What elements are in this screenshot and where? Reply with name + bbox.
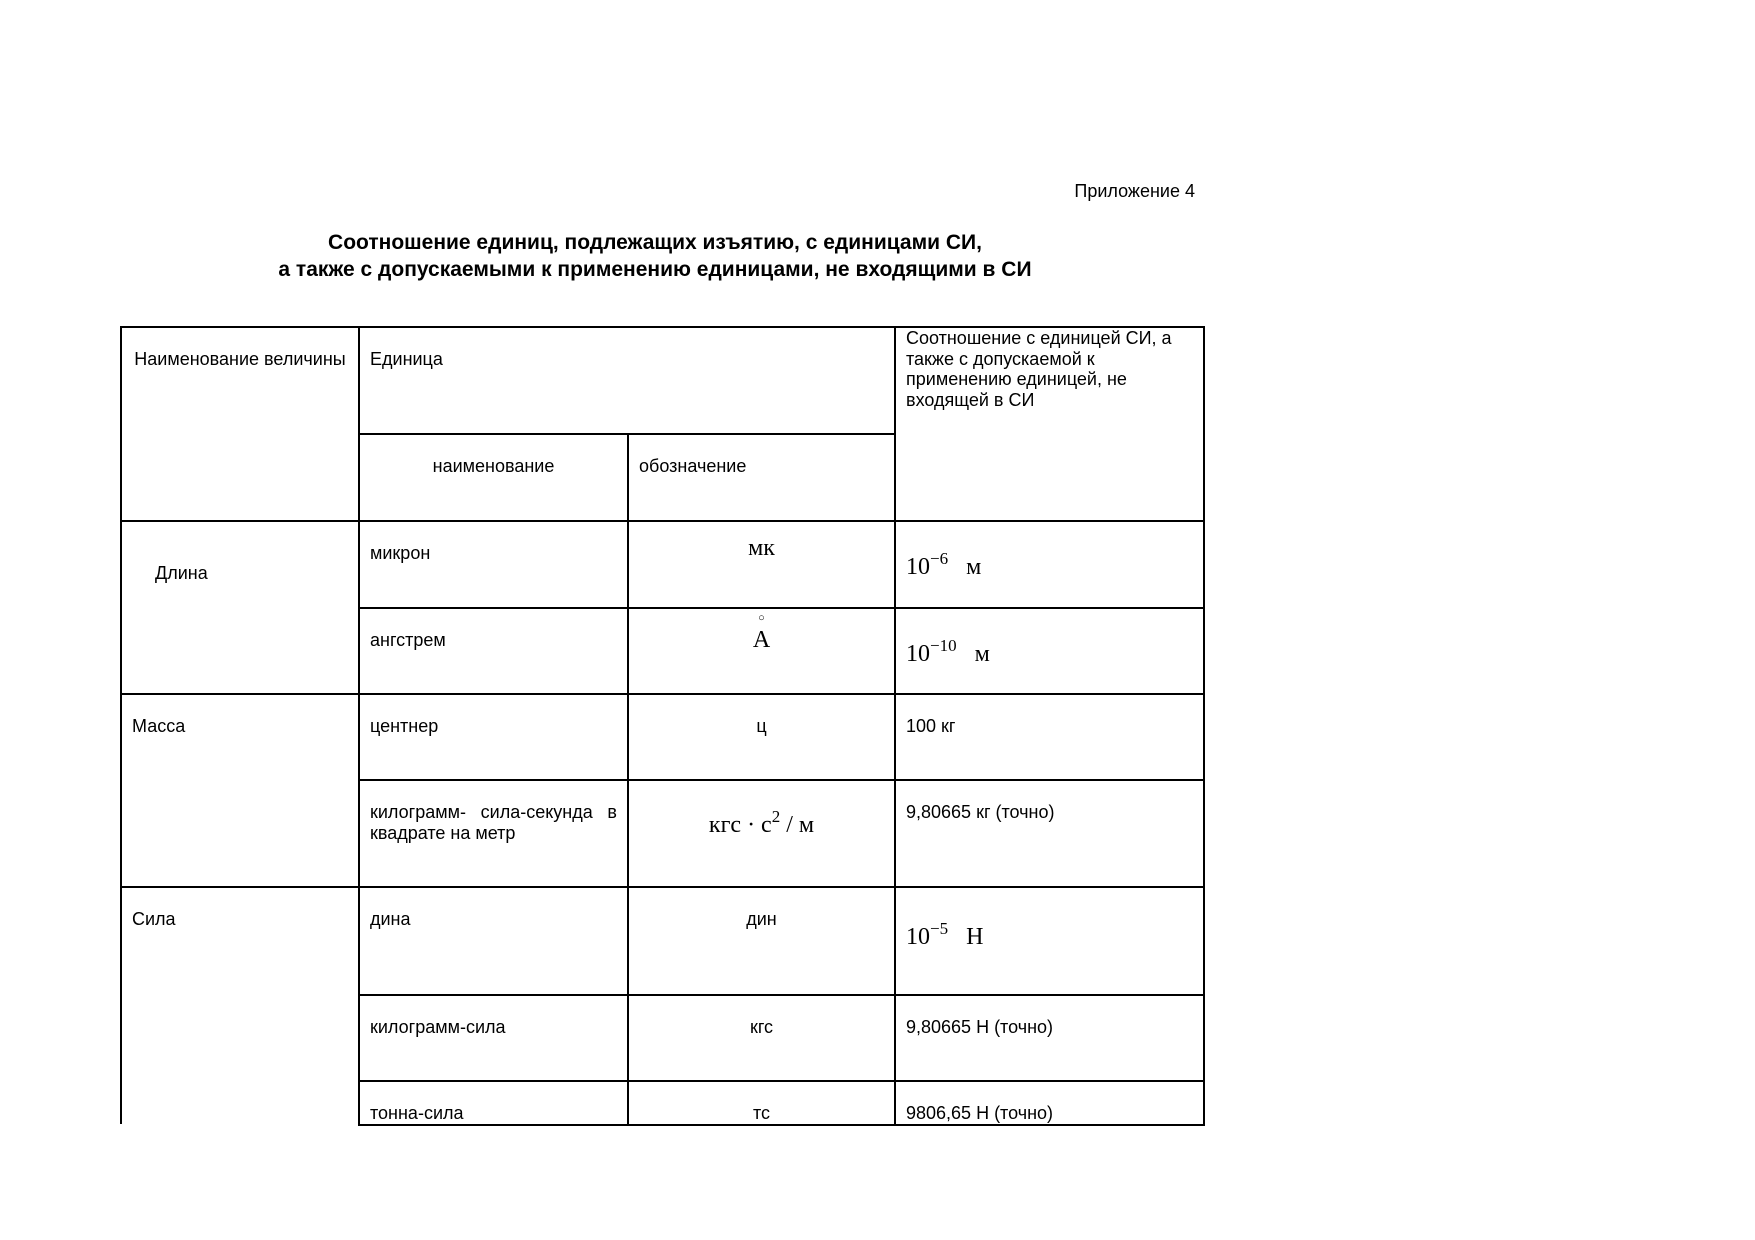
symbol-exponent: 2: [771, 807, 781, 826]
quantity-mass: Масса: [132, 716, 186, 736]
unit-symbol: дин: [746, 909, 777, 929]
unit-relation: [896, 637, 1203, 665]
angstrom-ring: ○: [758, 612, 765, 624]
unit-symbol: A: [752, 627, 771, 653]
relation-base: 10: [906, 924, 930, 950]
appendix-label: Приложение 4: [1074, 181, 1195, 201]
unit-symbol: тс: [752, 1103, 771, 1123]
relation-base: 10: [906, 641, 930, 667]
table-line: [358, 1080, 1204, 1082]
symbol-base: кгс · с: [708, 812, 772, 838]
unit-name: микрон: [370, 543, 431, 563]
unit-name: ангстрем: [370, 630, 446, 650]
document-title: [150, 229, 1160, 283]
unit-name: килограмм-сила: [370, 1017, 506, 1037]
header-symbol: обозначение: [639, 456, 747, 476]
title-line-1: Соотношение единиц, подлежащих изъятию, с единицами СИ,: [328, 231, 982, 254]
table-line: [120, 520, 1204, 522]
relation-unit: Н: [966, 924, 984, 950]
table-line: [358, 607, 1204, 609]
unit-symbol: мк: [748, 535, 775, 561]
unit-relation: [896, 920, 1203, 948]
unit-name: центнер: [370, 716, 439, 736]
unit-relation: [896, 550, 1203, 578]
table-line: [358, 779, 1204, 781]
relation-base: 10: [906, 554, 930, 580]
unit-name: килограмм- сила-секунда в квадрате на метр: [370, 802, 617, 843]
title-line-2: а также с допускаемыми к применению единицами, не входящими в СИ: [278, 258, 1032, 281]
unit-relation: 9,80665 кг (точно): [906, 802, 1055, 822]
unit-relation: 9,80665 Н (точно): [906, 1017, 1054, 1037]
table-line: [120, 886, 1204, 888]
unit-relation: 9806,65 Н (точно): [906, 1103, 1054, 1123]
unit-symbol: кгс: [749, 1017, 774, 1037]
table-line: [358, 1124, 1204, 1126]
unit-name: тонна-сила: [370, 1103, 464, 1123]
header-relation: Соотношение с единицей СИ, а также с допускаемой к применению единицей, не входящей в СИ: [906, 328, 1172, 410]
quantity-force: Сила: [132, 909, 176, 929]
relation-unit: м: [966, 554, 982, 580]
table-line: [358, 994, 1204, 996]
table-line: [120, 693, 1204, 695]
relation-exponent: −5: [930, 919, 949, 938]
unit-symbol: ц: [756, 716, 767, 736]
unit-symbol: [629, 808, 894, 836]
relation-unit: м: [974, 641, 990, 667]
relation-exponent: −10: [930, 636, 957, 655]
unit-relation: 100 кг: [906, 716, 956, 736]
unit-name: дина: [370, 909, 411, 929]
quantity-length: Длина: [155, 563, 208, 583]
table-line: [1203, 326, 1205, 1126]
symbol-tail: / м: [780, 812, 815, 838]
header-name: наименование: [432, 456, 555, 476]
header-quantity: Наименование величины: [134, 349, 346, 369]
header-unit: Единица: [370, 349, 443, 369]
relation-exponent: −6: [930, 549, 949, 568]
